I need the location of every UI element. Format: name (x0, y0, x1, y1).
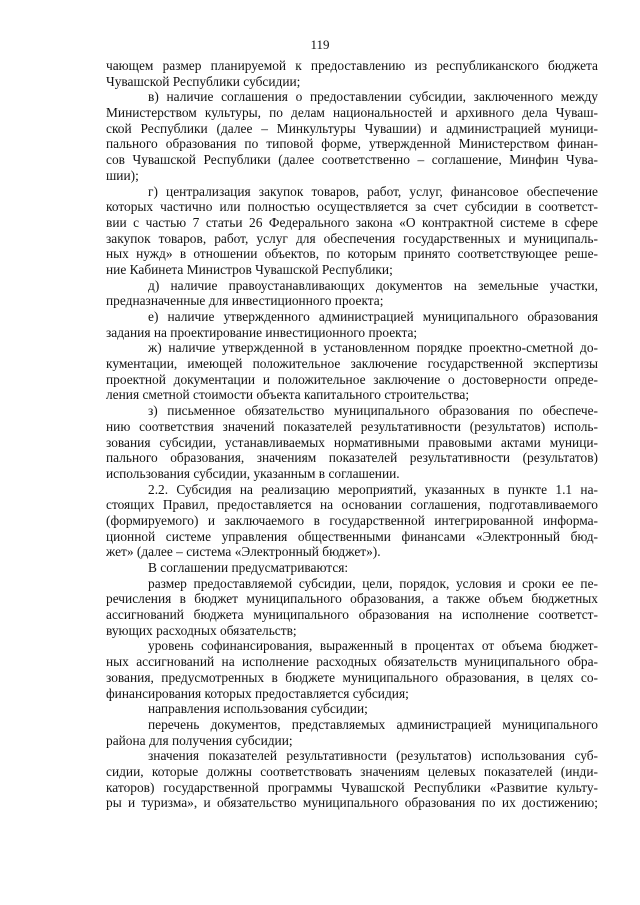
text-line: проектной документации и положительное заключение о достоверности опреде- (106, 371, 598, 387)
text-line: зования, предусмотренных в бюджете муниципального образования, в целях со- (106, 669, 598, 685)
text-line: ры и туризма», и обязательство муниципального образования по их достижению; (106, 795, 598, 811)
document-body (106, 58, 598, 811)
text-line: речисления в бюджет муниципального образования, а также объем бюджетных (106, 591, 598, 607)
text-line: г) централизация закупок товаров, работ, услуг, финансовое обеспечение (148, 183, 598, 199)
text-line: района для получения субсидии; (106, 732, 293, 748)
text-line: жет» (далее – система «Электронный бюджет»). (106, 544, 381, 560)
text-line: 2.2. Субсидия на реализацию мероприятий, указанных в пункте 1.1 на- (148, 481, 598, 497)
text-line: ской Республики (далее – Минкультуры Чувашии) и администрацией муници- (106, 120, 598, 136)
text-line: ных нужд» в отношении объектов, по которым принято соответствующее реше- (106, 246, 598, 262)
text-line: ционной системе управления общественными финансами «Электронный бюд- (106, 528, 598, 544)
text-line: ления сметной стоимости объекта капитального строительства; (106, 387, 470, 403)
text-line: пального образования по типовой форме, утвержденной Министерством финан- (106, 136, 598, 152)
text-line: закупок товаров, работ, услуг для обеспечения государственных и муниципаль- (106, 230, 598, 246)
text-line: шии); (106, 167, 139, 183)
text-line: финансирования которых предоставляется субсидия; (106, 685, 409, 701)
text-line: сидии, которые должны соответствовать значениям целевых показателей (инди- (106, 763, 598, 779)
text-line: которых частично или полностью осуществляется за счет субсидии в соответст- (106, 199, 598, 215)
page-number: 119 (310, 37, 330, 52)
text-line: вующих расходных обязательств; (106, 622, 297, 638)
text-line: пального образования, значениям показателей результативности (результатов) (106, 450, 598, 466)
text-line: каторов) государственной программы Чувашской Республики «Развитие культу- (106, 779, 598, 795)
text-line: стоящих Правил, предоставляется на основании соглашения, подготавливаемого (106, 497, 598, 513)
text-line: Министерством культуры, по делам национальностей и архивного дела Чуваш- (106, 105, 598, 121)
text-line: использования субсидии, указанным в соглашении. (106, 465, 400, 481)
text-line: сов Чувашской Республики (далее соответственно – соглашение, Минфин Чува- (106, 152, 598, 168)
text-line: перечень документов, представляемых администрацией муниципального (148, 716, 598, 732)
text-line: уровень софинансирования, выраженный в процентах от объема бюджет- (148, 638, 598, 654)
text-line: з) письменное обязательство муниципального образования по обеспече- (148, 403, 598, 419)
text-line: ассигнований бюджета муниципального образования на исполнение соответст- (106, 607, 598, 623)
text-line: ние Кабинета Министров Чувашской Республики; (106, 261, 393, 277)
text-line: кументации, имеющей положительное заключение государственной экспертизы (106, 356, 598, 372)
text-line: д) наличие правоустанавливающих документов на земельные участки, (148, 277, 598, 293)
text-line: нию соответствия значений показателей результативности (результатов) исполь- (106, 418, 598, 434)
text-line: вии с частью 7 статьи 26 Федерального закона «О контрактной системе в сфере (106, 214, 598, 230)
text-line: чающем размер планируемой к предоставлению из республиканского бюджета (106, 58, 598, 73)
text-line: е) наличие утвержденного администрацией муниципального образования (148, 309, 598, 324)
text-line: направления использования субсидии; (148, 701, 368, 717)
text-line: (формируемого) и заключаемого в государственной интегрированной информа- (106, 512, 598, 528)
text-line: В соглашении предусматриваются: (148, 560, 349, 575)
text-line: ных ассигнований на исполнение расходных обязательств муниципального обра- (106, 654, 598, 670)
text-line: ж) наличие утвержденной в установленном порядке проектно-сметной до- (148, 340, 598, 356)
text-line: задания на проектирование инвестиционного проекта; (106, 324, 418, 340)
text-line: Чувашской Республики субсидии; (106, 73, 301, 89)
text-line: предназначенные для инвестиционного проекта; (106, 293, 384, 309)
text-line: значения показателей результативности (результатов) использования суб- (148, 748, 598, 764)
text-line: зования субсидии, устанавливаемых нормативными правовыми актами муници- (106, 434, 598, 450)
text-line: размер предоставляемой субсидии, цели, порядок, условия и сроки ее пе- (148, 575, 598, 591)
text-line: в) наличие соглашения о предоставлении субсидии, заключенного между (148, 89, 598, 105)
